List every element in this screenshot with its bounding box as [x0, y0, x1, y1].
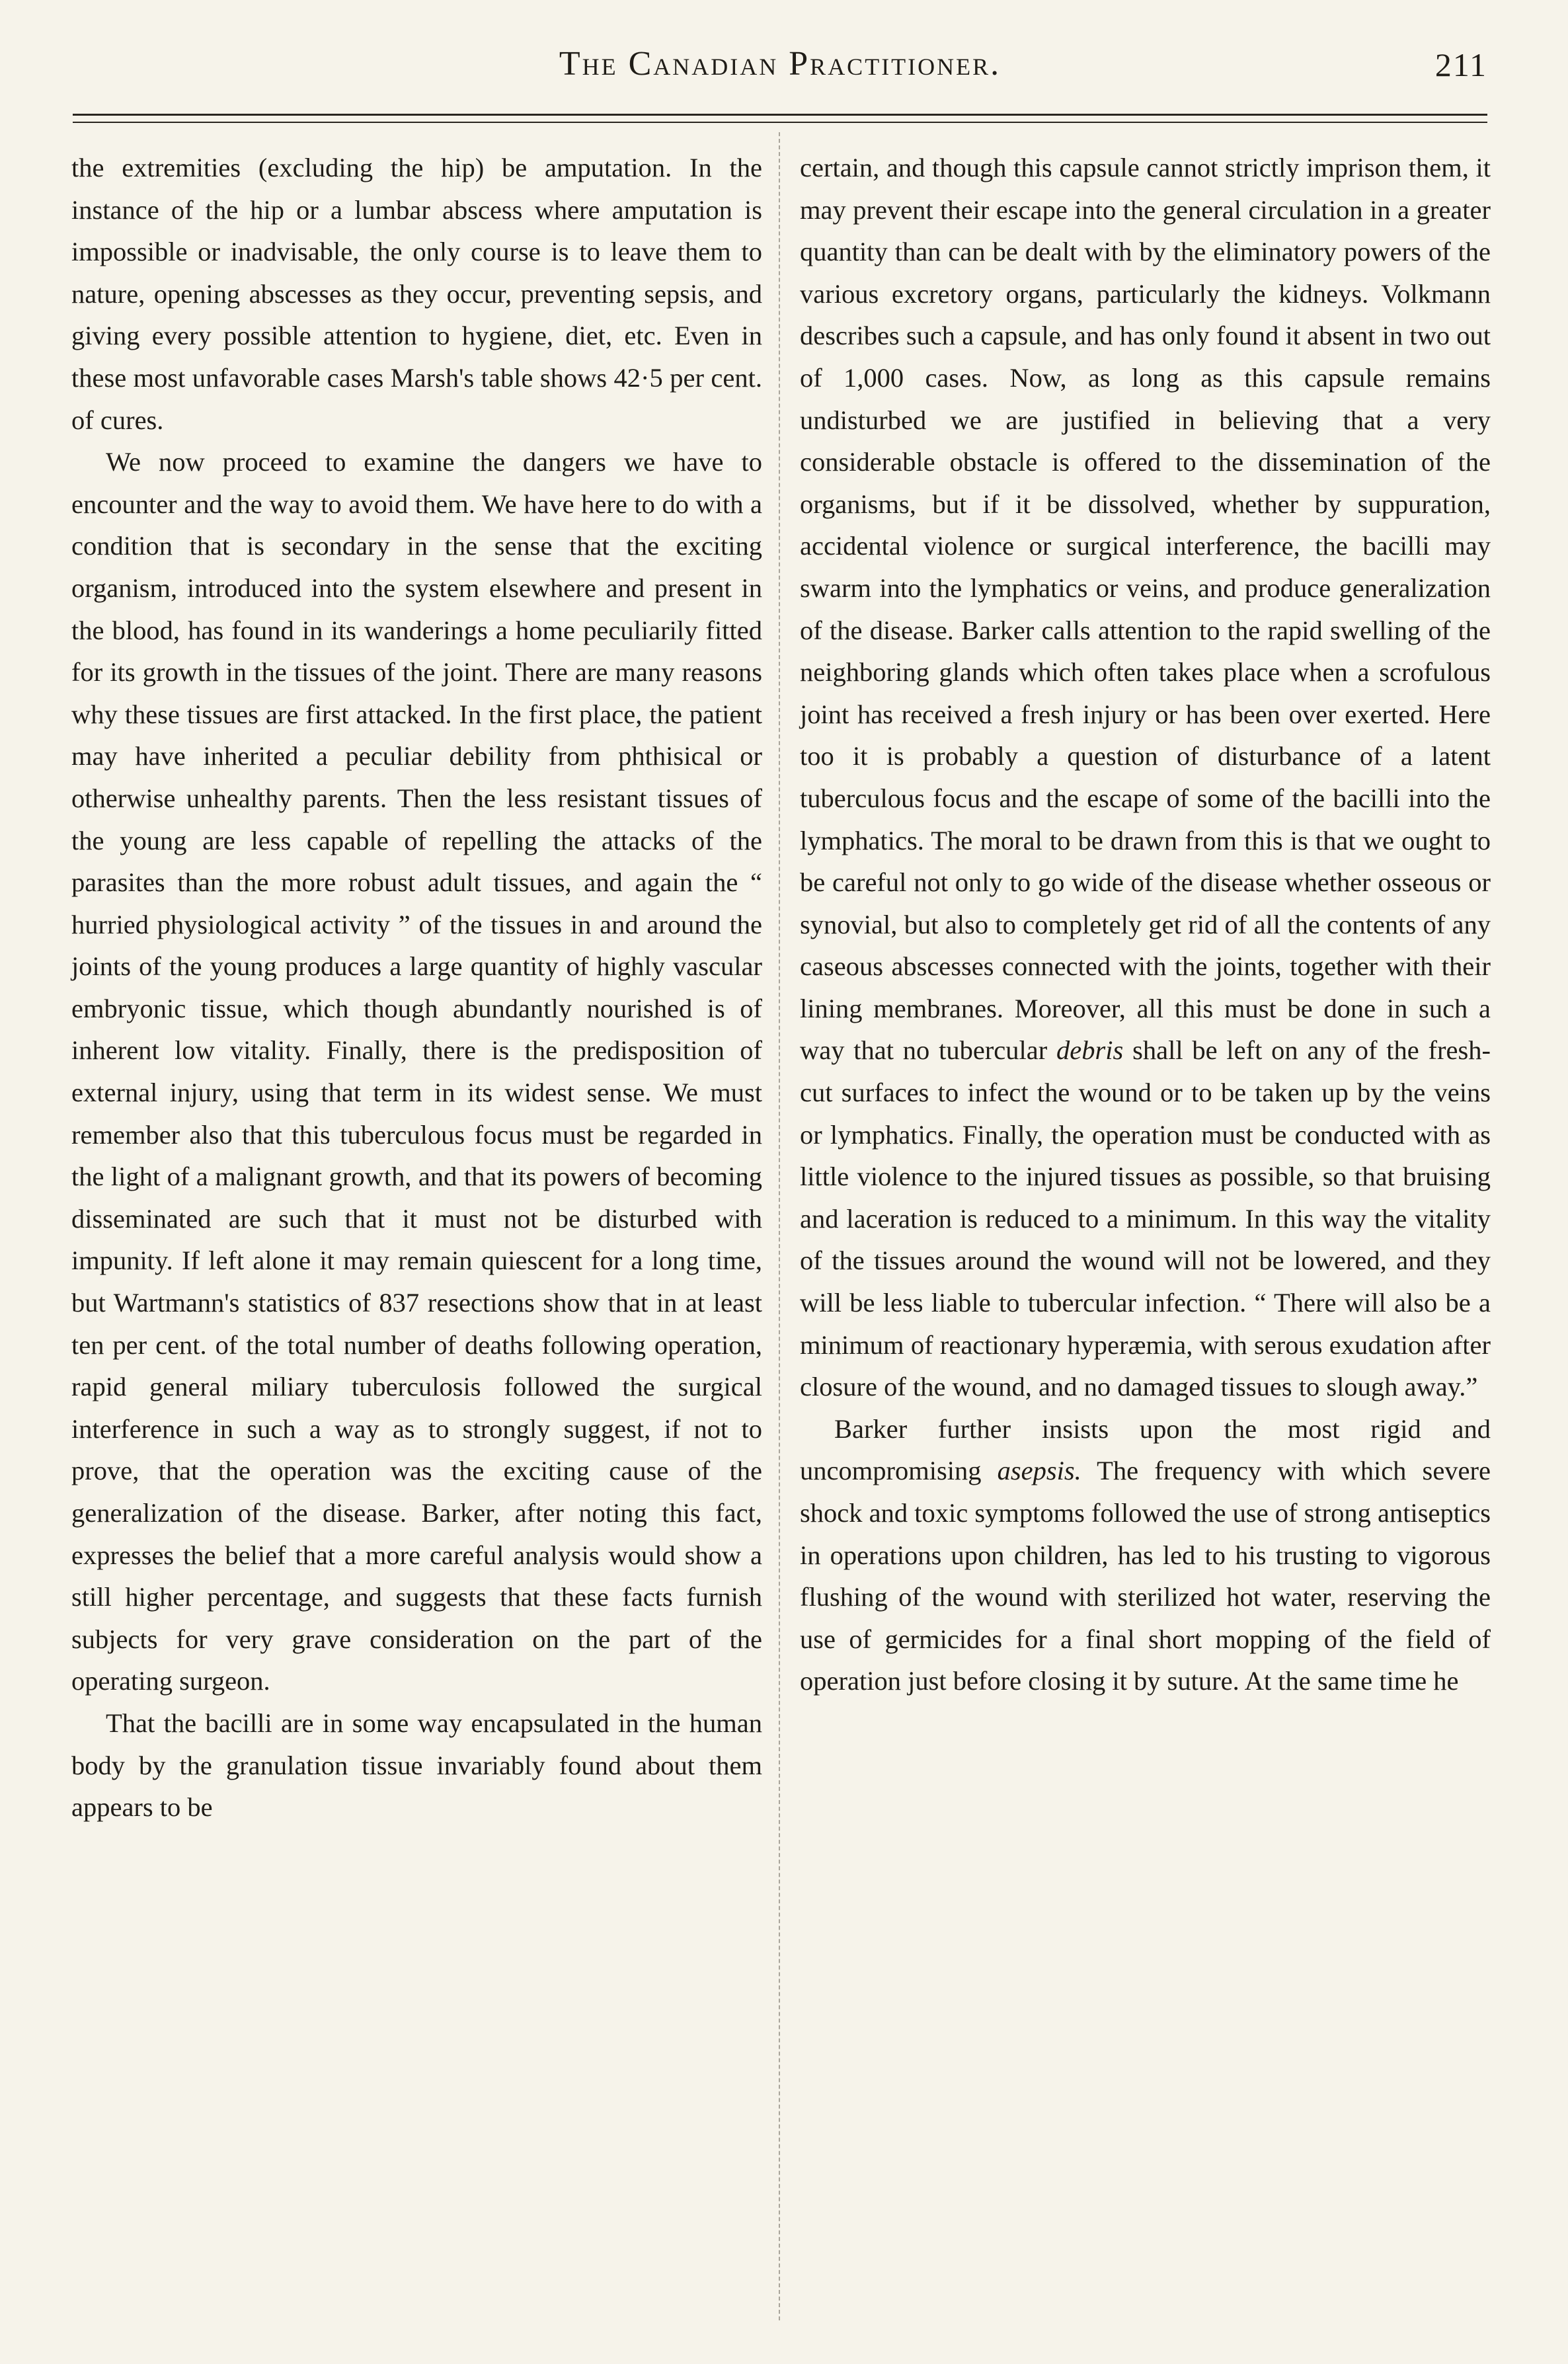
header-rule-thick [73, 114, 1487, 116]
page-header [73, 36, 1487, 109]
paragraph-capsule-text-b: shall be left on any of the fresh-cut surfaces to infect the wound or to be taken up by the veins or lymphatics. Finally, the operation must be conducted with as little violence to the injured tissues as possible, so that bruising and laceration is reduced to a minimum. In this way the vitality of the tissues around the wound will not be lowered, and they will be less liable to tubercular infection. “ There will also be a minimum of reactionary hyperæmia, with serous exudation after closure of the wound, and no damaged tissues to slough away.” [800, 1035, 1491, 1402]
paragraph-asepsis-text-b: The frequency with which severe shock and toxic symptoms followed the use of strong antiseptics in operations upon children, has led to his trusting to vigorous flushing of the wound with sterilized hot water, reserving the use of germicides for a final short mopping of the field of operation just before closing it by suture. At the same time he [800, 1456, 1491, 1696]
paragraph-asepsis-text-a: Barker further insists upon the most rigid and uncompromising [800, 1413, 1491, 1486]
right-column [800, 147, 1491, 1702]
column-divider [779, 132, 780, 2320]
paragraph-capsule [800, 147, 1491, 1408]
header-rule-thin [73, 122, 1487, 123]
italic-debris: debris [1056, 1035, 1124, 1066]
paragraph-capsule-text-a: certain, and though this capsule cannot strictly imprison them, it may prevent their escape into the general circulation in a greater quantity than can be dealt with by the eliminatory powers of the various excretory organs, particularly the kidneys. Volkmann describes such a capsule, and has only found it absent in two out of 1,000 cases. Now, as long as this capsule remains undisturbed we are justified in believing that a very considerable obstacle is offered to the dissemination of the organisms, but if it be dissolved, whether by suppuration, accidental violence or surgical interference, the bacilli may swarm into the lymphatics or veins, and produce generalization of the disease. Barker calls attention to the rapid swelling of the neighboring glands which often takes place when a scrofulous joint has received a fresh injury or has been over exerted. Here too it is probably a question of disturbance of a latent tuberculous focus and the escape of some of the bacilli into the lymphatics. The moral to be drawn from this is that we ought to be careful not only to go wide of the disease whether osseous or synovial, but also to completely get rid of all the contents of any caseous abscesses connected with the joints, together with their lining membranes. Moreover, all this must be done in such a way that no tubercular [800, 153, 1491, 1066]
left-column [71, 147, 762, 1829]
italic-asepsis: asepsis. [997, 1456, 1081, 1486]
paragraph-dangers: We now proceed to examine the dangers we have to encounter and the way to avoid them. We have here to do with a condition that is secondary in the sense that the exciting organism, introduced into the system elsewhere and present in the blood, has found in its wanderings a home peculiarily fitted for its growth in the tissues of the joint. There are many reasons why these tissues are first attacked. In the first place, the patient may have inherited a peculiar debility from phthisical or otherwise unhealthy parents. Then the less resistant tissues of the young are less capable of repelling the attacks of the parasites than the more robust adult tissues, and again the “ hurried physiological activity ” of the tissues in and around the joints of the young produces a large quantity of highly vascular embryonic tissue, which though abundantly nourished is of inherent low vitality. Finally, there is the predisposition of external injury, using that term in its widest sense. We must remember also that this tuberculous focus must be regarded in the light of a malignant growth, and that its powers of becoming disseminated are such that it must not be disturbed with impunity. If left alone it may remain quiescent for a long time, but Wartmann's statistics of 837 resections show that in at least ten per cent. of the total number of deaths following operation, rapid general miliary tuberculosis followed the surgical interference in such a way as to strongly suggest, if not to prove, that the operation was the exciting cause of the generalization of the disease. Barker, after noting this fact, expresses the belief that a more careful analysis would show a still higher percentage, and suggests that these facts furnish subjects for very grave consideration on the part of the operating surgeon. [71, 447, 762, 1696]
paragraph-bacilli: That the bacilli are in some way encapsulated in the human body by the granulation tissue invariably found about them appears to be [71, 1708, 762, 1823]
page-number: 211 [1434, 46, 1487, 83]
paragraph-asepsis [800, 1408, 1491, 1702]
running-head: The Canadian Practitioner. [559, 45, 1001, 83]
paragraph-continued: the extremities (excluding the hip) be amputation. In the instance of the hip or a lumbar abscess where amputation is impossible or inadvisable, the only course is to leave them to nature, opening abscesses as they occur, preventing sepsis, and giving every possible attention to hygiene, diet, etc. Even in these most unfavorable cases Marsh's table shows 42·5 per cent. of cures. [71, 153, 762, 435]
